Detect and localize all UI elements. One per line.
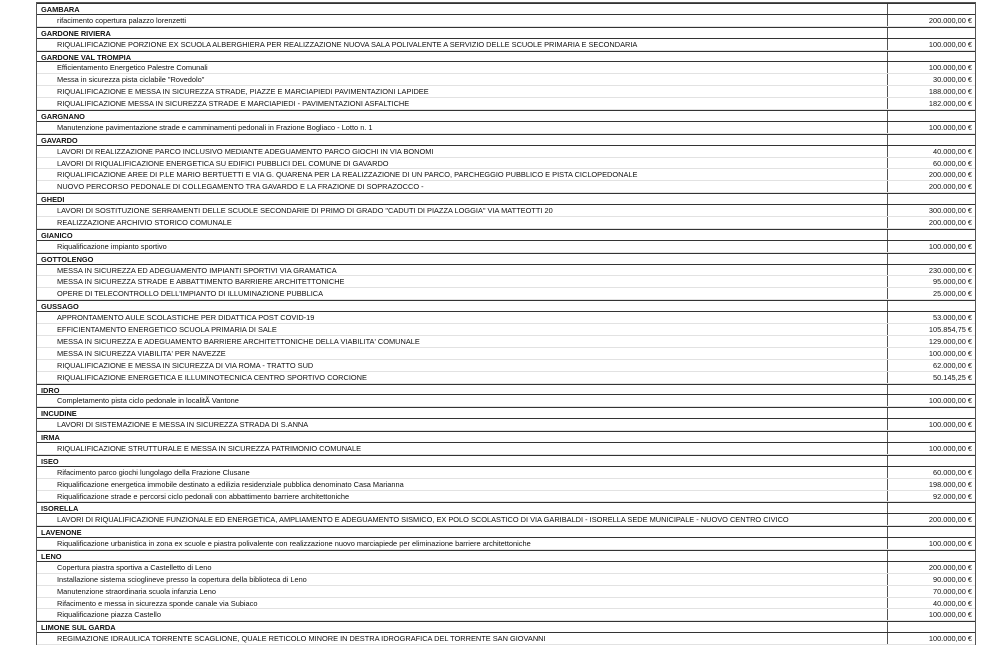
project-description: MESSA IN SICUREZZA ED ADEGUAMENTO IMPIANTI SPORTIVI VIA GRAMATICA — [57, 265, 337, 275]
project-row — [37, 181, 975, 193]
project-description: Rifacimento e messa in sicurezza sponde canale via Subiaco — [57, 598, 258, 608]
project-description: RIQUALIFICAZIONE E MESSA IN SICUREZZA STRADE, PIAZZE E MARCIAPIEDI PAVIMENTAZIONI LAPIDEE — [57, 87, 429, 97]
comune-name: GARGNANO — [41, 112, 85, 121]
project-description: Installazione sistema scioglineve presso la copertura della biblioteca di Leno — [57, 574, 307, 584]
funding-amount: 230.000,00 € — [887, 265, 975, 276]
project-description: Messa in sicurezza pista ciclabile "Rovedolo" — [57, 75, 205, 85]
comune-name: ISEO — [41, 456, 59, 466]
project-description: RIQUALIFICAZIONE ENERGETICA E ILLUMINOTECNICA CENTRO SPORTIVO CORCIONE — [57, 372, 367, 382]
funding-amount: 30.000,00 € — [887, 74, 975, 85]
funding-amount: 50.145,25 € — [887, 372, 975, 383]
comune-header-row — [37, 51, 975, 63]
funding-amount: 40.000,00 € — [887, 146, 975, 157]
funding-amount: 100.000,00 € — [887, 609, 975, 620]
funding-amount — [887, 551, 975, 561]
project-description: RIQUALIFICAZIONE PORZIONE EX SCUOLA ALBERGHIERA PER REALIZZAZIONE NUOVA SALA POLIVALENTE A SERVIZIO DELLE SCUOLE PRIMARIA E SECONDARIA — [57, 39, 638, 49]
funding-amount: 92.000,00 € — [887, 491, 975, 502]
funding-amount — [887, 194, 975, 204]
funding-amount — [887, 408, 975, 418]
funding-amount — [887, 503, 975, 513]
funding-amount: 200.000,00 € — [887, 169, 975, 180]
project-row — [37, 122, 975, 134]
funding-amount: 95.000,00 € — [887, 276, 975, 287]
project-row — [37, 62, 975, 74]
comune-name: GUSSAGO — [41, 302, 79, 312]
funding-amount — [887, 301, 975, 311]
funding-amount: 188.000,00 € — [887, 86, 975, 97]
comune-header-row — [37, 455, 975, 467]
project-description: Riqualificazione impianto sportivo — [57, 241, 167, 251]
funding-amount: 200.000,00 € — [887, 15, 975, 26]
funding-amount: 40.000,00 € — [887, 598, 975, 609]
project-description: RIQUALIFICAZIONE E MESSA IN SICUREZZA DI VIA ROMA - TRATTO SUD — [57, 360, 314, 370]
comune-name: ISORELLA — [41, 504, 79, 514]
funding-amount: 60.000,00 € — [887, 467, 975, 478]
project-description: rifacimento copertura palazzo lorenzetti — [57, 15, 186, 25]
project-description: LAVORI DI SISTEMAZIONE E MESSA IN SICUREZZA STRADA DI S.ANNA — [57, 420, 309, 430]
funding-amount: 100.000,00 € — [887, 39, 975, 50]
funding-amount — [887, 254, 975, 264]
project-row — [37, 562, 975, 574]
funding-amount: 100.000,00 € — [887, 348, 975, 359]
project-row — [37, 395, 975, 407]
project-description: Efficientamento Energetico Palestre Comunali — [57, 63, 208, 73]
project-description: LAVORI DI RIQUALIFICAZIONE FUNZIONALE ED ENERGETICA, AMPLIAMENTO E ADEGUAMENTO SISMICO, EX POLO SCOLASTICO DI VIA GARIBALDI - ISORELLA SEDE MUNICIPALE - NUOVO CENTRO CIVICO — [57, 515, 789, 525]
comune-header-row — [37, 384, 975, 396]
funding-table — [36, 2, 976, 645]
comune-header-row — [37, 431, 975, 443]
funding-amount: 100.000,00 € — [887, 443, 975, 454]
comune-header-row — [37, 229, 975, 241]
project-row — [37, 348, 975, 360]
comune-header-row — [37, 621, 975, 633]
project-row — [37, 312, 975, 324]
comune-header-row — [37, 27, 975, 39]
comune-header-row — [37, 253, 975, 265]
project-description: Copertura piastra sportiva a Castelletto di Leno — [57, 562, 212, 572]
comune-header-row — [37, 502, 975, 514]
funding-amount — [887, 622, 975, 632]
project-description: Manutenzione pavimentazione strade e camminamenti pedonali in Frazione Bogliaco - Lotto n. 1 — [57, 122, 373, 132]
comune-name: INCUDINE — [41, 409, 77, 419]
project-description: MESSA IN SICUREZZA E ADEGUAMENTO BARRIERE ARCHITETTONICHE DELLA VIABILITA' COMUNALE — [57, 336, 420, 346]
project-row — [37, 74, 975, 86]
project-row — [37, 360, 975, 372]
project-row — [37, 419, 975, 431]
project-description: NUOVO PERCORSO PEDONALE DI COLLEGAMENTO TRA GAVARDO E LA FRAZIONE DI SOPRAZOCCO - — [57, 182, 424, 192]
funding-amount: 90.000,00 € — [887, 574, 975, 585]
project-row — [37, 491, 975, 503]
comune-name: LIMONE SUL GARDA — [41, 623, 116, 633]
project-row — [37, 15, 975, 27]
project-row — [37, 158, 975, 170]
funding-amount — [887, 4, 975, 14]
project-row — [37, 538, 975, 550]
project-row — [37, 205, 975, 217]
project-description: MESSA IN SICUREZZA STRADE E ABBATTIMENTO BARRIERE ARCHITETTONICHE — [57, 277, 345, 287]
comune-header-row — [37, 300, 975, 312]
project-row — [37, 479, 975, 491]
comune-name: GOTTOLENGO — [41, 254, 94, 264]
funding-amount: 100.000,00 € — [887, 395, 975, 406]
project-description: REALIZZAZIONE ARCHIVIO STORICO COMUNALE — [57, 218, 232, 228]
funding-amount — [887, 527, 975, 537]
project-row — [37, 217, 975, 229]
project-description: REGIMAZIONE IDRAULICA TORRENTE SCAGLIONE, QUALE RETICOLO MINORE IN DESTRA IDROGRAFICA DEL TORRENTE SAN GIOVANNI — [57, 634, 546, 644]
funding-amount: 198.000,00 € — [887, 479, 975, 490]
project-description: MESSA IN SICUREZZA VIABILITA' PER NAVEZZE — [57, 348, 226, 358]
project-description: LAVORI DI REALIZZAZIONE PARCO INCLUSIVO MEDIANTE ADEGUAMENTO PARCO GIOCHI IN VIA BONOMI — [57, 146, 434, 156]
project-description: LAVORI DI SOSTITUZIONE SERRAMENTI DELLE SCUOLE SECONDARIE DI PRIMO DI GRADO "CADUTI DI PIAZZA LOGGIA" VIA MATTEOTTI 20 — [57, 206, 553, 216]
project-row — [37, 288, 975, 300]
comune-header-row — [37, 134, 975, 146]
project-row — [37, 324, 975, 336]
comune-header-row — [37, 193, 975, 205]
project-row — [37, 276, 975, 288]
project-description: RIQUALIFICAZIONE STRUTTURALE E MESSA IN SICUREZZA PATRIMONIO COMUNALE — [57, 443, 362, 453]
comune-header-row — [37, 550, 975, 562]
project-description: Riqualificazione energetica immobile destinato a edilizia residenziale pubblica denominato Casa Marianna — [57, 479, 404, 489]
comune-name: LENO — [41, 551, 62, 561]
project-description: Rifacimento parco giochi lungolago della Frazione Clusane — [57, 467, 250, 477]
comune-name: GAVARDO — [41, 135, 78, 145]
funding-amount — [887, 111, 975, 121]
comune-header-row — [37, 110, 975, 122]
funding-amount: 200.000,00 € — [887, 181, 975, 192]
comune-name: IDRO — [41, 385, 60, 395]
project-description: RIQUALIFICAZIONE MESSA IN SICUREZZA STRADE E MARCIAPIEDI - PAVIMENTAZIONI ASFALTICHE — [57, 99, 410, 109]
funding-amount: 53.000,00 € — [887, 312, 975, 323]
funding-amount: 129.000,00 € — [887, 336, 975, 347]
project-row — [37, 169, 975, 181]
funding-amount: 100.000,00 € — [887, 241, 975, 252]
project-row — [37, 586, 975, 598]
project-row — [37, 146, 975, 158]
project-description: LAVORI DI RIQUALIFICAZIONE ENERGETICA SU EDIFICI PUBBLICI DEL COMUNE DI GAVARDO — [57, 158, 389, 168]
funding-amount — [887, 385, 975, 395]
funding-amount: 182.000,00 € — [887, 98, 975, 109]
funding-amount — [887, 52, 975, 62]
project-row — [37, 633, 975, 645]
project-row — [37, 336, 975, 348]
comune-header-row — [37, 526, 975, 538]
funding-amount — [887, 135, 975, 145]
funding-amount: 60.000,00 € — [887, 158, 975, 169]
funding-amount: 25.000,00 € — [887, 288, 975, 299]
funding-amount: 62.000,00 € — [887, 360, 975, 371]
project-row — [37, 241, 975, 253]
project-row — [37, 86, 975, 98]
project-description: Riqualificazione urbanistica in zona ex scuole e piastra polivalente con realizzazione nuovo marciapiede per eliminazione barriere architettoniche — [57, 539, 531, 549]
project-row — [37, 514, 975, 526]
comune-name: GHEDI — [41, 195, 65, 205]
project-row — [37, 574, 975, 586]
comune-name: GIANICO — [41, 230, 73, 240]
funding-amount — [887, 230, 975, 240]
project-description: Riqualificazione piazza Castello — [57, 610, 161, 620]
project-description: Riqualificazione strade e percorsi ciclo pedonali con abbattimento barriere architettoniche — [57, 491, 350, 501]
funding-amount: 200.000,00 € — [887, 217, 975, 228]
project-row — [37, 265, 975, 277]
project-description: OPERE DI TELECONTROLLO DELL'IMPIANTO DI ILLUMINAZIONE PUBBLICA — [57, 289, 324, 299]
funding-amount: 105.854,75 € — [887, 324, 975, 335]
funding-amount — [887, 432, 975, 442]
project-row — [37, 372, 975, 384]
project-description: Completamento pista ciclo pedonale in localitÃ Vantone — [57, 396, 239, 406]
funding-amount: 100.000,00 € — [887, 538, 975, 549]
project-description: EFFICIENTAMENTO ENERGETICO SCUOLA PRIMARIA DI SALE — [57, 325, 277, 335]
funding-amount: 200.000,00 € — [887, 514, 975, 525]
funding-amount — [887, 28, 975, 38]
funding-amount: 70.000,00 € — [887, 586, 975, 597]
comune-header-row — [37, 3, 975, 15]
project-row — [37, 598, 975, 610]
project-description: Manutenzione straordinaria scuola infanzia Leno — [57, 586, 216, 596]
project-description: RIQUALIFICAZIONE AREE DI P.LE MARIO BERTUETTI E VIA G. QUARENA PER LA REALIZZAZIONE DI UN PARCO, PARCHEGGIO PUBBLICO E PISTA CICLOPEDONALE — [57, 170, 638, 180]
funding-amount: 300.000,00 € — [887, 205, 975, 216]
comune-header-row — [37, 407, 975, 419]
project-row — [37, 609, 975, 621]
funding-amount: 100.000,00 € — [887, 62, 975, 73]
project-row — [37, 467, 975, 479]
project-description: APPRONTAMENTO AULE SCOLASTICHE PER DIDATTICA POST COVID-19 — [57, 313, 315, 323]
comune-name: LAVENONE — [41, 528, 82, 538]
project-row — [37, 39, 975, 51]
funding-amount: 100.000,00 € — [887, 419, 975, 430]
funding-amount: 100.000,00 € — [887, 633, 975, 644]
comune-name: GARDONE RIVIERA — [41, 28, 111, 38]
comune-name: GARDONE VAL TROMPIA — [41, 52, 132, 62]
funding-amount: 100.000,00 € — [887, 122, 975, 133]
funding-amount — [887, 456, 975, 466]
project-row — [37, 443, 975, 455]
funding-amount: 200.000,00 € — [887, 562, 975, 573]
project-row — [37, 98, 975, 110]
comune-name: IRMA — [41, 433, 60, 442]
comune-name: GAMBARA — [41, 5, 80, 14]
